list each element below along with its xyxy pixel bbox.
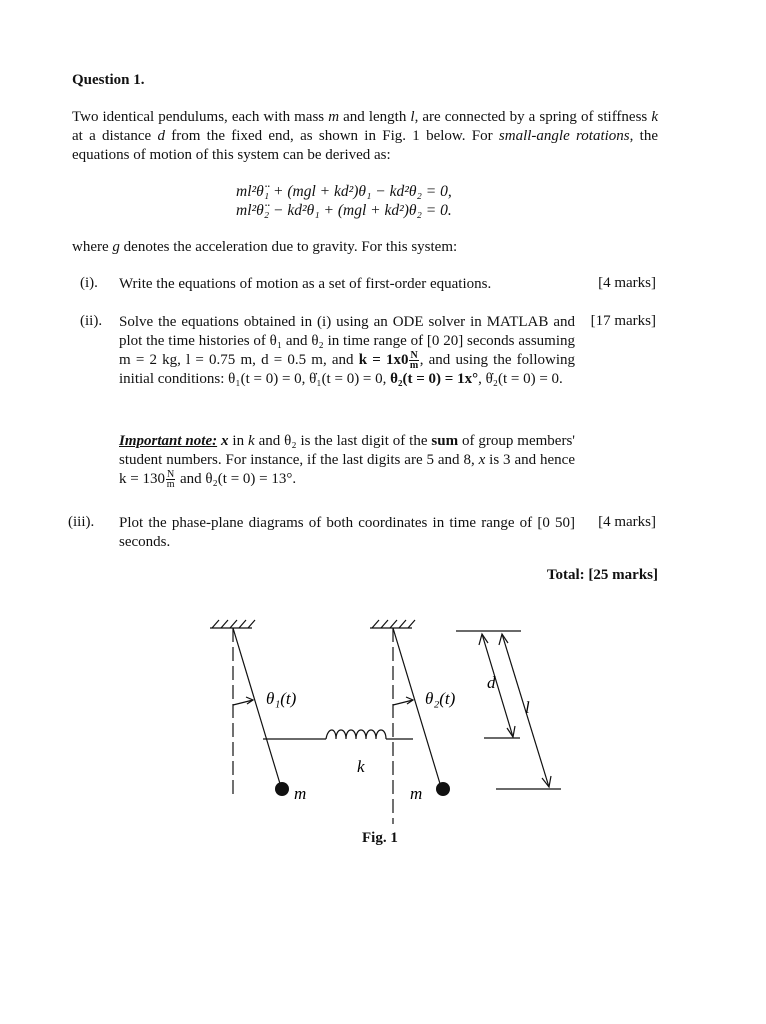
- part-ii-marks: [17 marks]: [590, 313, 656, 329]
- note-s3: of group members' student numbers. For instance, if the last digits are 5 and 8,: [119, 433, 575, 468]
- note-k-eq: k = 130: [119, 471, 165, 487]
- part-ii-ic-bold: θ₂(t = 0) = 1x°: [390, 371, 479, 388]
- where-g: g: [112, 239, 120, 255]
- part-i-number: (i).: [80, 275, 98, 291]
- part-iii-number: (iii).: [68, 514, 95, 530]
- figure-caption: Fig. 1: [362, 830, 398, 846]
- note-unit-num: N: [166, 469, 175, 481]
- intro-m: m: [328, 109, 340, 125]
- theta2-label: θ₂(t): [425, 689, 456, 708]
- where-s2: denotes the acceleration due to gravity. For this system:: [119, 239, 458, 255]
- intro-s6: , the equations of motion of this system can be derived as:: [72, 128, 658, 163]
- part-ii-unit-den: m: [409, 360, 419, 372]
- part-iii-marks: [4 marks]: [598, 514, 656, 530]
- total-marks: Total: [25 marks]: [546, 567, 658, 583]
- note-s4: is 3 and hence: [485, 452, 575, 468]
- part-ii-text-b: , and using the following initial conditions: θ₁(t = 0) = 0, θ̇₁(t = 0) = 0,: [119, 352, 575, 388]
- right-mass: [436, 782, 450, 796]
- spring-k-label: k: [357, 757, 365, 776]
- note-s5: and θ₂(t = 0) = 13°.: [176, 471, 297, 487]
- intro-small-angle: small-angle rotations: [498, 128, 630, 144]
- part-ii-text: [119, 313, 575, 389]
- part-ii-number: (ii).: [80, 313, 103, 329]
- intro-paragraph: [72, 108, 658, 165]
- theta1-label: θ₁(t): [266, 689, 297, 708]
- intro-s3: , are connected by a spring of stiffness: [414, 109, 652, 125]
- intro-l: l: [410, 109, 415, 125]
- intro-s5: from the fixed end, as shown in Fig. 1 below. For: [164, 128, 499, 144]
- part-ii-text-a: Solve the equations obtained in (i) using an ODE solver in MATLAB and plot the time histories of θ₁ and θ₂ in time range of [0 20] seconds assuming m = 2 kg, l = 0.75 m, d = 0.5 m, and: [119, 314, 575, 368]
- right-support-hatch: [370, 620, 415, 628]
- pendulum-figure: [0, 600, 766, 830]
- spring-coil: [326, 730, 386, 739]
- right-mass-label: m: [410, 784, 423, 803]
- theta1-arrow: [233, 697, 253, 705]
- d-label: d: [487, 673, 496, 692]
- intro-s1: Two identical pendulums, each with mass: [72, 109, 329, 125]
- note-label: Important note:: [119, 433, 218, 449]
- intro-s2: and length: [339, 109, 411, 125]
- intro-s4: at a distance: [72, 128, 158, 144]
- question-title: Question 1.: [72, 72, 145, 88]
- note-unit: [166, 470, 175, 489]
- left-mass-label: m: [294, 784, 307, 803]
- where-s1: where: [72, 239, 113, 255]
- left-mass: [275, 782, 289, 796]
- part-ii-unit-num: N: [410, 350, 418, 362]
- equation-1: ml²θ̈₁ + (mgl + kd²)θ₁ − kd²θ₂ = 0,: [236, 183, 452, 200]
- part-ii-k-value: k = 1x0: [358, 352, 409, 368]
- note-x: x: [221, 433, 229, 449]
- equation-2: ml²θ̈₂ − kd²θ₁ + (mgl + kd²)θ₂ = 0.: [236, 202, 452, 219]
- l-label: l: [525, 698, 530, 717]
- intro-d: d: [157, 128, 165, 144]
- note-unit-den: m: [166, 479, 175, 491]
- dimension-marks: [456, 631, 561, 789]
- where-line: [72, 239, 457, 256]
- intro-k: k: [651, 109, 658, 125]
- note-s2: and θ₂ is the last digit of the: [254, 433, 432, 449]
- part-ii-text-c: , θ̇₂(t = 0) = 0.: [478, 371, 563, 388]
- note-k: k: [248, 433, 255, 449]
- part-ii-unit: [409, 351, 418, 370]
- part-iii-text: Plot the phase-plane diagrams of both coordinates in time range of [0 50] seconds.: [119, 515, 575, 550]
- left-support-hatch: [210, 620, 255, 628]
- part-i-text: Write the equations of motion as a set of first-order equations.: [119, 276, 492, 292]
- important-note: [119, 432, 575, 489]
- note-x2: x: [478, 452, 486, 468]
- note-s1: in: [228, 433, 248, 449]
- part-i-marks: [4 marks]: [598, 275, 656, 291]
- theta2-arrow: [393, 697, 413, 705]
- note-sum: sum: [431, 433, 459, 449]
